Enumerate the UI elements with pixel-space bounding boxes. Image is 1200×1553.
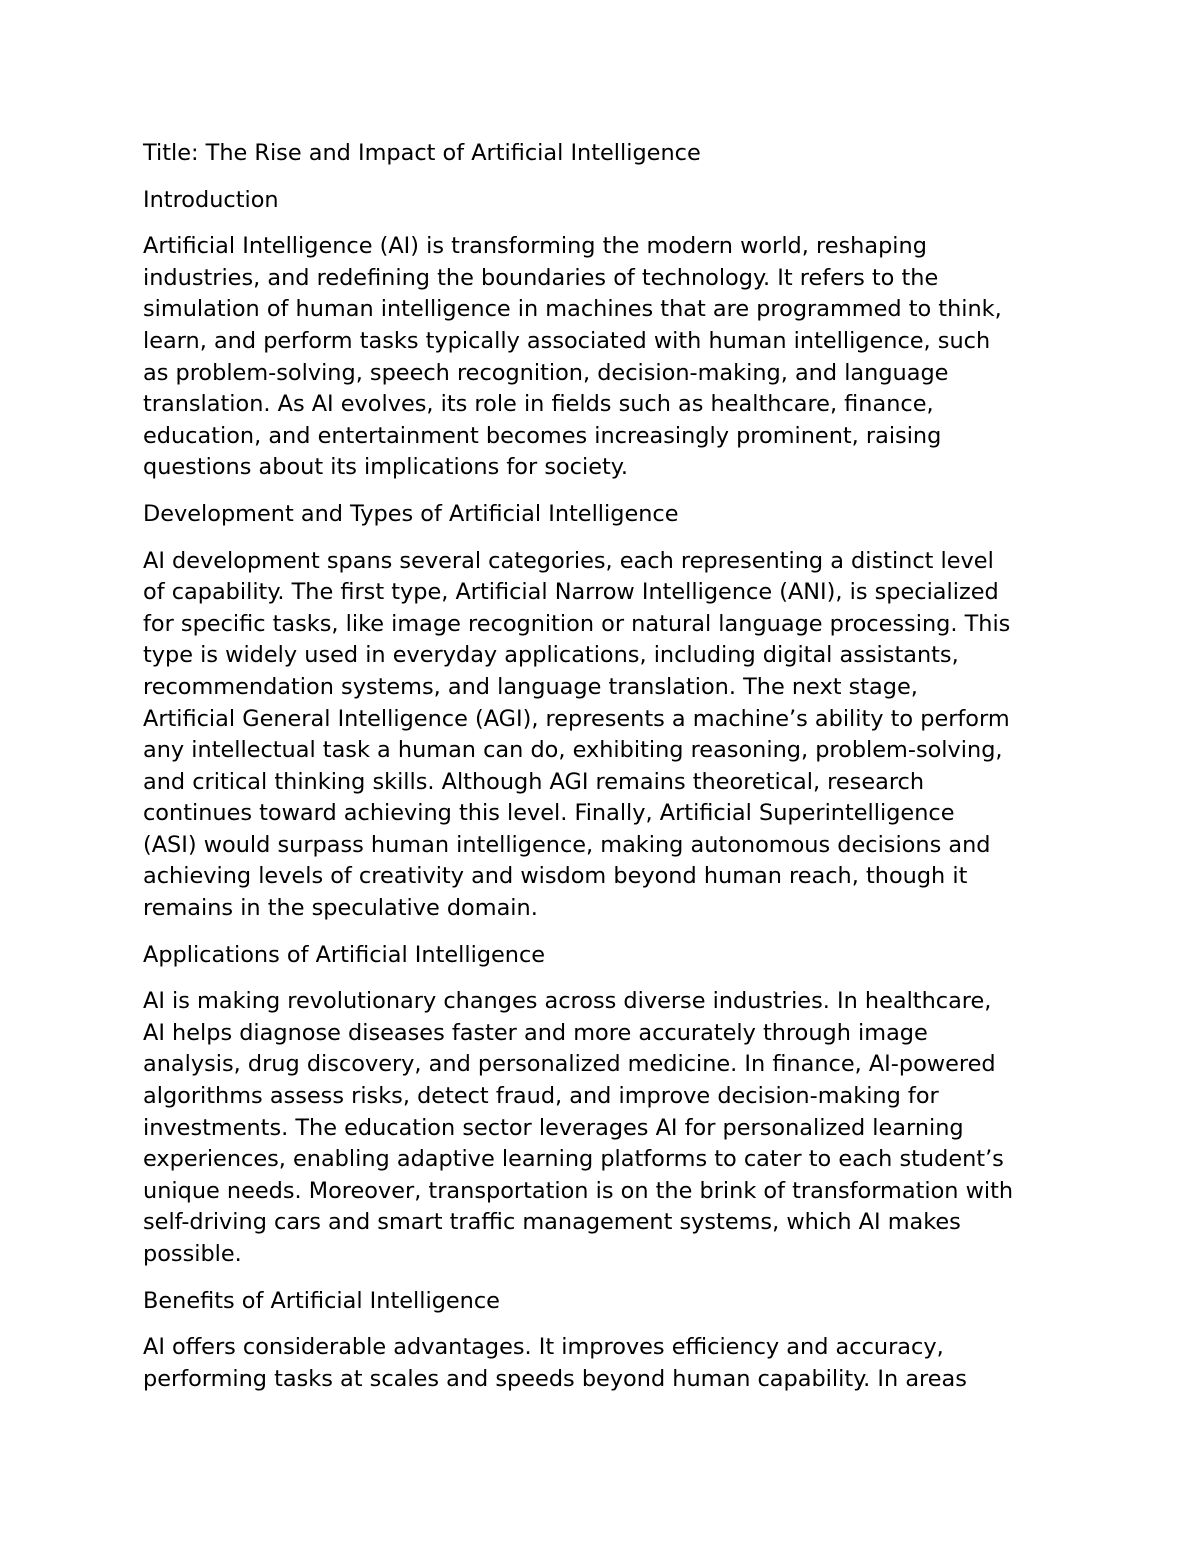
paragraph-line: investments. The education sector leverages AI for personalized learning — [143, 1114, 964, 1141]
paragraph-line: unique needs. Moreover, transportation is on the brink of transformation with — [143, 1177, 1014, 1204]
document-body — [143, 138, 1073, 1395]
paragraph-line: (ASI) would surpass human intelligence, making autonomous decisions and — [143, 831, 991, 858]
paragraph-line: AI is making revolutionary changes across diverse industries. In healthcare, — [143, 988, 992, 1015]
paragraph-line: any intellectual task a human can do, exhibiting reasoning, problem-solving, — [143, 737, 1003, 764]
paragraph-line: AI offers considerable advantages. It improves efficiency and accuracy, — [143, 1334, 944, 1361]
paragraph-line: analysis, drug discovery, and personalized medicine. In finance, AI-powered — [143, 1051, 996, 1078]
paragraph-introduction — [143, 231, 1073, 484]
document-title: Title: The Rise and Impact of Artificial Intelligence — [143, 140, 701, 166]
paragraph-line: translation. As AI evolves, its role in fields such as healthcare, finance, — [143, 391, 934, 418]
section-heading-benefits: Benefits of Artificial Intelligence — [143, 1287, 500, 1314]
section-heading-introduction: Introduction — [143, 186, 279, 213]
paragraph-line: and critical thinking skills. Although AGI remains theoretical, research — [143, 768, 925, 795]
paragraph-line: education, and entertainment becomes increasingly prominent, raising — [143, 422, 942, 449]
paragraph-line: remains in the speculative domain. — [143, 895, 538, 922]
paragraph-line: industries, and redefining the boundaries of technology. It refers to the — [143, 264, 939, 291]
paragraph-line: simulation of human intelligence in machines that are programmed to think, — [143, 296, 1002, 323]
paragraph-line: AI development spans several categories, each representing a distinct level — [143, 547, 994, 574]
paragraph-line: performing tasks at scales and speeds beyond human capability. In areas — [143, 1365, 967, 1392]
paragraph-line: type is widely used in everyday applications, including digital assistants, — [143, 642, 959, 669]
section-heading-development: Development and Types of Artificial Intelligence — [143, 500, 679, 527]
spacer — [143, 170, 1073, 185]
paragraph-line: learn, and perform tasks typically associated with human intelligence, such — [143, 327, 991, 354]
paragraph-line: questions about its implications for society. — [143, 454, 628, 481]
paragraph-line: algorithms assess risks, detect fraud, and improve decision-making for — [143, 1083, 939, 1110]
paragraph-line: as problem-solving, speech recognition, decision-making, and language — [143, 359, 949, 386]
spacer — [143, 1271, 1073, 1286]
paragraph-line: self-driving cars and smart traffic management systems, which AI makes — [143, 1209, 961, 1236]
paragraph-line: of capability. The first type, Artificial Narrow Intelligence (ANI), is specialized — [143, 579, 999, 606]
paragraph-development — [143, 546, 1073, 925]
paragraph-line: continues toward achieving this level. Finally, Artificial Superintelligence — [143, 800, 955, 827]
spacer — [143, 1317, 1073, 1332]
spacer — [143, 925, 1073, 940]
paragraph-line: Artificial General Intelligence (AGI), represents a machine’s ability to perform — [143, 705, 1010, 732]
paragraph-line: possible. — [143, 1241, 242, 1267]
paragraph-line: for specific tasks, like image recognition or natural language processing. This — [143, 610, 1011, 637]
paragraph-applications — [143, 986, 1073, 1270]
spacer — [143, 484, 1073, 499]
paragraph-line: achieving levels of creativity and wisdom beyond human reach, though it — [143, 863, 968, 890]
paragraph-line: Artificial Intelligence (AI) is transforming the modern world, reshaping — [143, 233, 927, 260]
spacer — [143, 216, 1073, 231]
section-heading-applications: Applications of Artificial Intelligence — [143, 941, 546, 968]
paragraph-benefits — [143, 1332, 1073, 1395]
paragraph-line: AI helps diagnose diseases faster and more accurately through image — [143, 1019, 928, 1046]
spacer — [143, 531, 1073, 546]
paragraph-line: experiences, enabling adaptive learning platforms to cater to each student’s — [143, 1146, 1004, 1173]
spacer — [143, 971, 1073, 986]
paragraph-line: recommendation systems, and language translation. The next stage, — [143, 673, 918, 700]
